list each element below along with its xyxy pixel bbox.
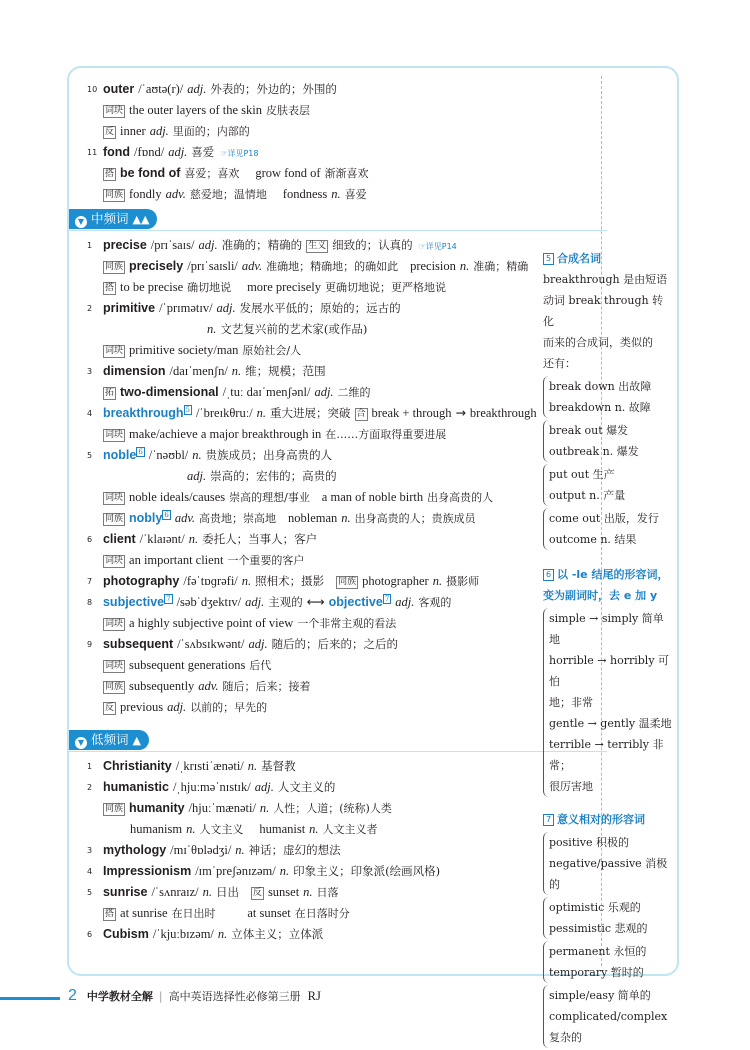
entry-subjective: 8 subjective 7 /səbˈdʒektɪv/ adj. 主观的 ⟷ objective 7 adj. 客观的 xyxy=(87,594,452,609)
footer-accent xyxy=(0,997,60,1000)
note-pair: put out 生产 output n. 产量 xyxy=(543,464,673,506)
entry-precise-collocation: 搭 to be precise 确切地说 more precisely 更确切地说；更严格地说 xyxy=(105,280,446,294)
entry-humanistic-family-2: humanism n. 人文主义 humanist n. 人文主义者 xyxy=(130,822,378,836)
note-6-title: 6 以 -le 结尾的形容词， xyxy=(543,564,673,585)
entry-primitive-chunk: 词块 primitive society/man 原始社会/人 xyxy=(105,343,302,357)
book-subtitle: 高中英语选择性必修第三册 xyxy=(168,990,301,1003)
entry-subsequent-chunk: 词块 subsequent generations 后代 xyxy=(105,658,272,672)
page-number: 2 xyxy=(68,987,77,1004)
entry-client-chunk: 词块 an important client 一个重要的客户 xyxy=(105,553,305,567)
frequency-icon: ▲ xyxy=(132,734,141,747)
page-footer: 2 中学教材全解 | 高中英语选择性必修第三册 RJ xyxy=(68,987,321,1004)
reference-link[interactable]: ☞详见P14 xyxy=(418,242,457,251)
entry-cubism: 6 Cubism /ˈkjuːbɪzəm/ n. 立体主义；立体派 xyxy=(87,927,324,941)
entry-fond-family: 同族 fondly adv. 慈爱地；温情地 fondness n. 喜爱 xyxy=(105,187,367,201)
note-5-text: breakthrough 是由短语 动词 break through 转化 而来的合成词，类似的 还有： xyxy=(543,273,668,370)
edition: RJ xyxy=(307,989,321,1003)
entry-mythology: 3 mythology /mɪˈθɒlədʒi/ n. 神话；虚幻的想法 xyxy=(87,843,341,857)
entry-impressionism: 4 Impressionism /ɪmˈpreʃənɪzəm/ n. 印象主义；印象派(绘画风格) xyxy=(87,864,441,878)
entry-sunrise: 5 sunrise /ˈsʌnraɪz/ n. 日出 反 sunset n. 日落 xyxy=(87,885,339,899)
note-pair: break down 出故障 breakdown n. 故障 xyxy=(543,376,673,418)
entry-humanistic: 2 humanistic /ˌhjuːməˈnɪstɪk/ adj. 人文主义的 xyxy=(87,780,336,794)
note-pair: positive 积极的 negative/passive 消极的 xyxy=(543,832,673,895)
book-title: 中学教材全解 xyxy=(86,990,153,1003)
entry-noble-adj: adj. 崇高的；宏伟的；高贵的 xyxy=(187,469,337,483)
entry-noble-family: 同族 nobly 6 adv. 高贵地；崇高地 nobleman n. 出身高贵的人；贵族成员 xyxy=(105,511,476,525)
entry-breakthrough: 4 breakthrough 5 /ˈbreɪkθruː/ n. 重大进展；突破 合 break + through → breakthrough xyxy=(87,405,537,420)
main-column xyxy=(77,78,587,944)
note-pair: optimistic 乐观的 pessimistic 悲观的 xyxy=(543,897,673,939)
entry-primitive: 2 primitive /ˈprɪmətɪv/ adj. 发展水平低的；原始的；远古的 xyxy=(87,301,401,315)
chevron-down-icon: ▼ xyxy=(75,737,87,749)
note-6-list: simple → simply 简单地 horrible → horribly 可怕 地；非常 gentle → gently 温柔地 terrible → terribly 非常； 很厉害地 xyxy=(543,608,673,797)
entry-precise: 1 precise /prɪˈsaɪs/ adj. 准确的；精确的 生义 细致的；认真的 ☞详见P14 xyxy=(87,238,457,252)
frequency-icon: ▲▲ xyxy=(132,213,150,226)
entry-breakthrough-chunk: 词块 make/achieve a major breakthrough in 在……方面取得重要进展 xyxy=(105,427,447,441)
entry-photography: 7 photography /fəˈtɒɡrəfi/ n. 照相术；摄影 同族 photographer n. 摄影师 xyxy=(87,574,480,588)
section-header-mid: ▼ 中频词 ▲▲ xyxy=(69,208,587,232)
entry-outer: 10 outer /ˈaʊtə(r)/ adj. 外表的；外边的；外围的 xyxy=(87,82,337,96)
entry-subsequent-antonym: 反 previous adj. 以前的；早先的 xyxy=(105,700,268,714)
note-7-title: 7 意义相对的形容词 xyxy=(543,809,673,830)
entry-outer-chunk: 词块 the outer layers of the skin 皮肤表层 xyxy=(105,103,310,117)
note-pair: break out 爆发 outbreak n. 爆发 xyxy=(543,420,673,462)
entry-fond: 11 fond /fɒnd/ adj. 喜爱 ☞详见P18 xyxy=(87,145,259,159)
entry-dimension: 3 dimension /daɪˈmenʃn/ n. 维；规模；范围 xyxy=(87,364,326,378)
entry-primitive-noun: n. 文艺复兴前的艺术家(或作品) xyxy=(207,322,368,336)
entry-fond-collocation: 搭 be fond of 喜爱；喜欢 grow fond of 渐渐喜欢 xyxy=(105,166,369,180)
entry-dimension-extend: 拓 two-dimensional /ˌtuː daɪˈmenʃənl/ adj. 二维的 xyxy=(105,385,371,399)
note-6-title-2: 变为副词时，去 e 加 y xyxy=(543,589,658,602)
entry-sunrise-collocation: 搭 at sunrise 在日出时 at sunset 在日落时分 xyxy=(105,906,350,920)
section-header-low: ▼ 低频词 ▲ xyxy=(69,729,587,753)
entry-precise-family: 同族 precisely /prɪˈsaɪsli/ adv. 准确地；精确地；的确如此 precision n. 准确；精确 xyxy=(105,259,529,273)
note-5-title: 5 合成名词 xyxy=(543,248,673,269)
reference-link[interactable]: ☞详见P18 xyxy=(220,149,259,158)
entry-noble: 5 noble 6 /ˈnəʊbl/ n. 贵族成员；出身高贵的人 xyxy=(87,448,333,462)
note-pair: permanent 永恒的 temporary 暂时的 xyxy=(543,941,673,983)
entry-christianity: 1 Christianity /ˌkrɪstiˈænəti/ n. 基督教 xyxy=(87,759,296,773)
entry-humanistic-family: 同族 humanity /hjuːˈmænəti/ n. 人性；人道；(统称)人类 xyxy=(105,801,392,815)
entry-subsequent-family: 同族 subsequently adv. 随后；后来；接着 xyxy=(105,679,311,693)
entry-subsequent: 9 subsequent /ˈsʌbsɪkwənt/ adj. 随后的；后来的；之后的 xyxy=(87,637,399,651)
chevron-down-icon: ▼ xyxy=(75,216,87,228)
note-pair: come out 出版，发行 outcome n. 结果 xyxy=(543,508,673,550)
entry-client: 6 client /ˈklaɪənt/ n. 委托人；当事人；客户 xyxy=(87,532,318,546)
note-pair: simple/easy 简单的 complicated/complex 复杂的 xyxy=(543,985,673,1048)
entry-subjective-chunk: 词块 a highly subjective point of view 一个非常主观的看法 xyxy=(105,616,397,630)
entry-noble-chunk: 词块 noble ideals/causes 崇高的理想/事业 a man of noble birth 出身高贵的人 xyxy=(105,490,494,504)
entry-outer-antonym: 反 inner adj. 里面的；内部的 xyxy=(105,124,250,138)
side-notes xyxy=(543,248,673,1050)
